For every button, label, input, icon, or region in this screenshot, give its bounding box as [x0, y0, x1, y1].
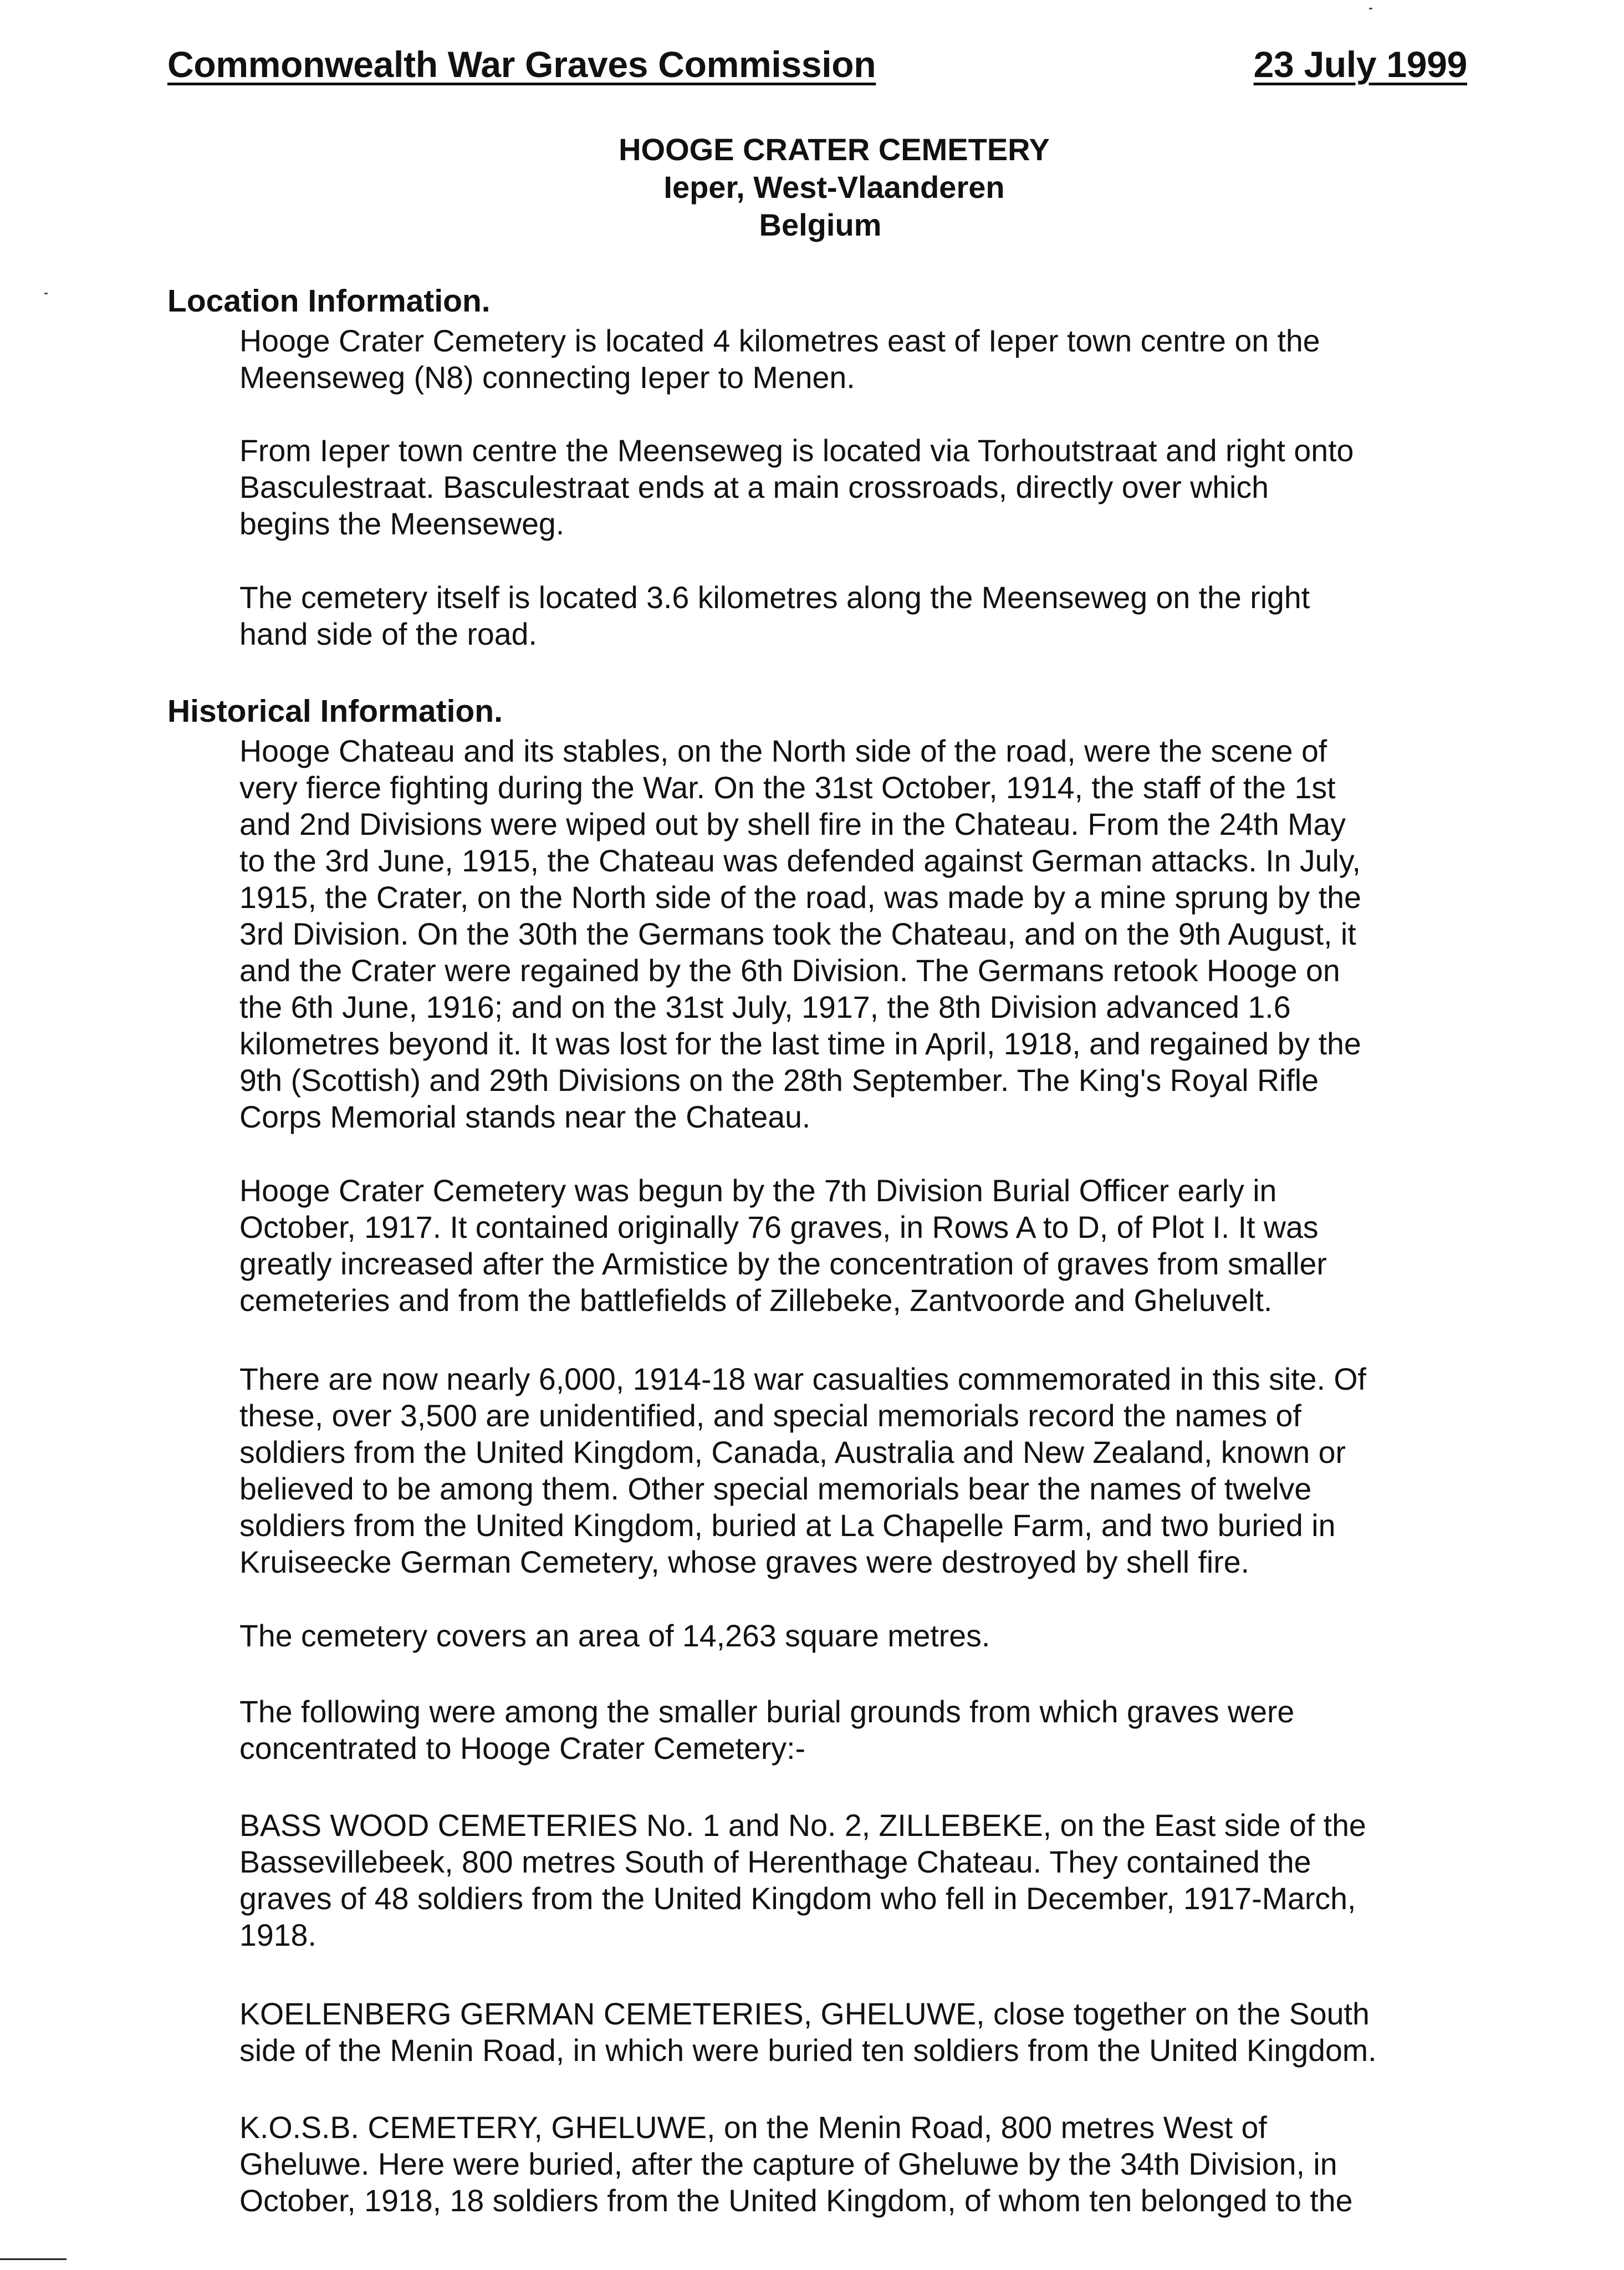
paragraph	[239, 1172, 1481, 1319]
scan-speck	[1369, 8, 1372, 9]
text-line: Hooge Chateau and its stables, on the North side of the road, were the scene of	[239, 734, 1327, 768]
text-line: The following were among the smaller burial grounds from which graves were	[239, 1695, 1295, 1729]
document-date: 23 July 1999	[1253, 44, 1467, 85]
paragraph	[239, 733, 1481, 1135]
text-line: hand side of the road.	[239, 617, 537, 651]
historical-heading: Historical Information.	[167, 693, 503, 729]
text-line: October, 1917. It contained originally 76 graves, in Rows A to D, of Plot I. It was	[239, 1210, 1319, 1244]
text-line: greatly increased after the Armistice by the concentration of graves from smaller	[239, 1247, 1327, 1281]
text-line: Bassevillebeek, 800 metres South of Herenthage Chateau. They contained the	[239, 1845, 1311, 1879]
paragraph	[239, 323, 1481, 396]
text-line: these, over 3,500 are unidentified, and special memorials record the names of	[239, 1399, 1301, 1433]
text-line: The cemetery itself is located 3.6 kilometres along the Meenseweg on the right	[239, 580, 1310, 615]
paragraph	[239, 1618, 1481, 1654]
location-heading: Location Information.	[167, 283, 491, 319]
text-line: graves of 48 soldiers from the United Kingdom who fell in December, 1917-March,	[239, 1881, 1356, 1916]
cemetery-location: Ieper, West-Vlaanderen	[663, 170, 1005, 205]
scan-speck	[44, 293, 48, 294]
text-line: 1918.	[239, 1918, 316, 1952]
text-line: Hooge Crater Cemetery is located 4 kilometres east of Ieper town centre on the	[239, 324, 1320, 358]
cemetery-name: HOOGE CRATER CEMETERY	[619, 132, 1050, 167]
text-line: From Ieper town centre the Meenseweg is located via Torhoutstraat and right onto	[239, 433, 1354, 468]
organisation-heading: Commonwealth War Graves Commission	[167, 44, 876, 85]
text-line: BASS WOOD CEMETERIES No. 1 and No. 2, ZILLEBEKE, on the East side of the	[239, 1808, 1366, 1843]
text-line: very fierce fighting during the War. On the 31st October, 1914, the staff of the 1st	[239, 771, 1336, 805]
text-line: There are now nearly 6,000, 1914-18 war casualties commemorated in this site. Of	[239, 1362, 1366, 1396]
scan-edge-mark	[0, 2258, 67, 2260]
text-line: begins the Meenseweg.	[239, 507, 565, 541]
text-line: 1915, the Crater, on the North side of the road, was made by a mine sprung by the	[239, 880, 1361, 915]
text-line: Meenseweg (N8) connecting Ieper to Menen.	[239, 360, 855, 395]
text-line: KOELENBERG GERMAN CEMETERIES, GHELUWE, close together on the South	[239, 1997, 1370, 2031]
text-line: October, 1918, 18 soldiers from the United Kingdom, of whom ten belonged to the	[239, 2184, 1353, 2218]
text-line: to the 3rd June, 1915, the Chateau was defended against German attacks. In July,	[239, 844, 1361, 878]
text-line: and 2nd Divisions were wiped out by shell fire in the Chateau. From the 24th May	[239, 807, 1346, 841]
text-line: K.O.S.B. CEMETERY, GHELUWE, on the Menin Road, 800 metres West of	[239, 2110, 1267, 2145]
text-line: 3rd Division. On the 30th the Germans took the Chateau, and on the 9th August, it	[239, 917, 1356, 951]
paragraph	[239, 1693, 1481, 1767]
text-line: Gheluwe. Here were buried, after the capture of Gheluwe by the 34th Division, in	[239, 2147, 1337, 2181]
text-line: kilometres beyond it. It was lost for the last time in April, 1918, and regained by the	[239, 1027, 1361, 1061]
text-line: Basculestraat. Basculestraat ends at a main crossroads, directly over which	[239, 470, 1269, 504]
text-line: the 6th June, 1916; and on the 31st July, 1917, the 8th Division advanced 1.6	[239, 990, 1291, 1024]
text-line: cemeteries and from the battlefields of Zillebeke, Zantvoorde and Gheluvelt.	[239, 1283, 1273, 1318]
text-line: concentrated to Hooge Crater Cemetery:-	[239, 1731, 806, 1766]
paragraph	[239, 2109, 1481, 2219]
text-line: side of the Menin Road, in which were buried ten soldiers from the United Kingdom.	[239, 2033, 1377, 2068]
paragraph	[239, 579, 1481, 652]
text-line: and the Crater were regained by the 6th Division. The Germans retook Hooge on	[239, 953, 1340, 988]
cemetery-country: Belgium	[759, 207, 882, 242]
text-line: Hooge Crater Cemetery was begun by the 7th Division Burial Officer early in	[239, 1174, 1277, 1208]
paragraph	[239, 1807, 1481, 1953]
text-line: soldiers from the United Kingdom, buried at La Chapelle Farm, and two buried in	[239, 1508, 1336, 1543]
text-line: The cemetery covers an area of 14,263 square metres.	[239, 1619, 990, 1653]
text-line: soldiers from the United Kingdom, Canada, Australia and New Zealand, known or	[239, 1435, 1346, 1470]
paragraph	[239, 432, 1481, 542]
text-line: Corps Memorial stands near the Chateau.	[239, 1100, 811, 1134]
cemetery-title-block	[0, 131, 1624, 244]
paragraph	[239, 1361, 1481, 1580]
text-line: 9th (Scottish) and 29th Divisions on the 28th September. The King's Royal Rifle	[239, 1063, 1319, 1098]
paragraph	[239, 1996, 1481, 2069]
text-line: Kruiseecke German Cemetery, whose graves were destroyed by shell fire.	[239, 1545, 1249, 1579]
text-line: believed to be among them. Other special memorials bear the names of twelve	[239, 1472, 1312, 1506]
